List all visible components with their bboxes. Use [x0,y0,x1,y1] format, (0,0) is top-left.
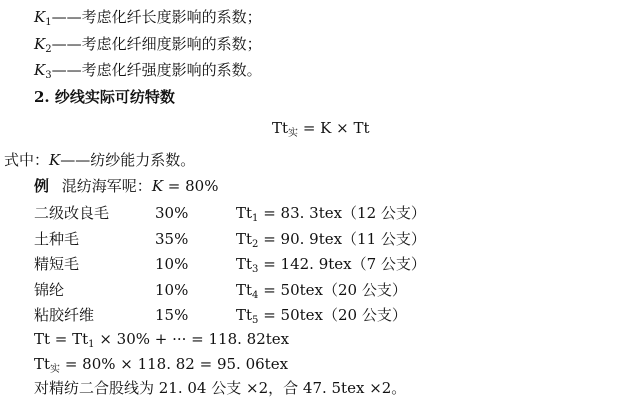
row-value: = 50tex（20 公支） [258,281,407,299]
definition-symbol: K [34,35,46,53]
row-percent: 35% [155,230,189,248]
row-tt: $Tt_3 = 142$. 9tex（7 公支） [236,255,426,275]
example-line [34,177,218,195]
main-formula [272,119,370,137]
row-material: 土种毛 [34,230,80,248]
section-number: 2. [34,88,50,106]
row-tt-subscript: 3 [252,264,259,275]
definition-symbol: K [34,8,46,26]
calc-prefix: Tt = Tt [34,330,89,348]
blend-row [0,204,619,222]
section-heading [34,88,175,106]
calculation-total [34,330,289,348]
row-tt-subscript: 5 [252,315,259,326]
section-title: 纱线实际可纺特数 [54,88,175,106]
where-prefix: 式中： [4,151,50,169]
formula-rest: = K × Tt [298,119,370,137]
row-percent: 15% [155,306,189,324]
row-material: 锦纶 [34,281,65,299]
calc-prefix: Tt [34,355,51,373]
blend-row [0,230,619,248]
row-material: 精短毛 [34,255,80,273]
example-label: 例 [34,177,50,195]
conclusion-text: 对精纺二合股线为 21. 04 公支 ×2，合 47. 5tex ×2。 [34,379,407,397]
calc-subscript: 实 [50,364,61,375]
example-k-value: = 80% [163,177,219,195]
blend-row [0,281,619,299]
where-symbol: K [49,151,61,169]
row-percent: 30% [155,204,189,222]
row-material: 粘胶纤维 [34,306,95,324]
where-text: ——纺纱能力系数。 [60,151,196,169]
definition-k2 [34,35,262,53]
blend-row [0,306,619,324]
row-percent: 10% [155,281,189,299]
definition-subscript: 2 [45,44,52,55]
row-percent: 10% [155,255,189,273]
conclusion-line [34,379,406,397]
calculation-actual [34,355,288,373]
row-tt: $Tt_5 = 50tex(20$ 公支） [236,306,407,326]
definition-subscript: 3 [45,70,52,81]
row-value: = 50tex（20 公支） [258,306,407,324]
definition-symbol: K [34,61,46,79]
calc-rest: × 30% + ··· = 118. 82tex [94,330,290,348]
definition-k1 [34,8,262,26]
calc-subscript: 1 [88,339,95,350]
definition-k3 [34,61,262,79]
calc-rest: = 80% × 118. 82 = 95. 06tex [60,355,289,373]
row-tt-subscript: 1 [252,213,259,224]
formula-left: Tt [272,119,289,137]
row-value: = 90. 9tex（11 公支） [258,230,426,248]
definition-text: ——考虑化纤强度影响的系数。 [51,61,262,79]
definition-text: ——考虑化纤细度影响的系数； [51,35,262,53]
blend-row [0,255,619,273]
definition-subscript: 1 [45,17,52,28]
formula-left-subscript: 实 [288,128,299,139]
example-k-symbol: K [151,177,164,195]
where-line [4,151,195,169]
row-material: 二级改良毛 [34,204,110,222]
row-value: = 142. 9tex（7 公支） [258,255,426,273]
example-text: 混纺海军呢： [61,177,152,195]
row-tt-subscript: 4 [252,290,259,301]
row-tt: $Tt_4 = 50tex(20$ 公支） [236,281,407,301]
definition-text: ——考虑化纤长度影响的系数； [51,8,262,26]
row-tt: $Tt_1 = 83$. 3tex（12 公支） [236,204,426,224]
row-tt: $Tt_2 = 90$. 9tex（11 公支） [236,230,426,250]
row-value: = 83. 3tex（12 公支） [258,204,426,222]
row-tt-subscript: 2 [252,239,259,250]
